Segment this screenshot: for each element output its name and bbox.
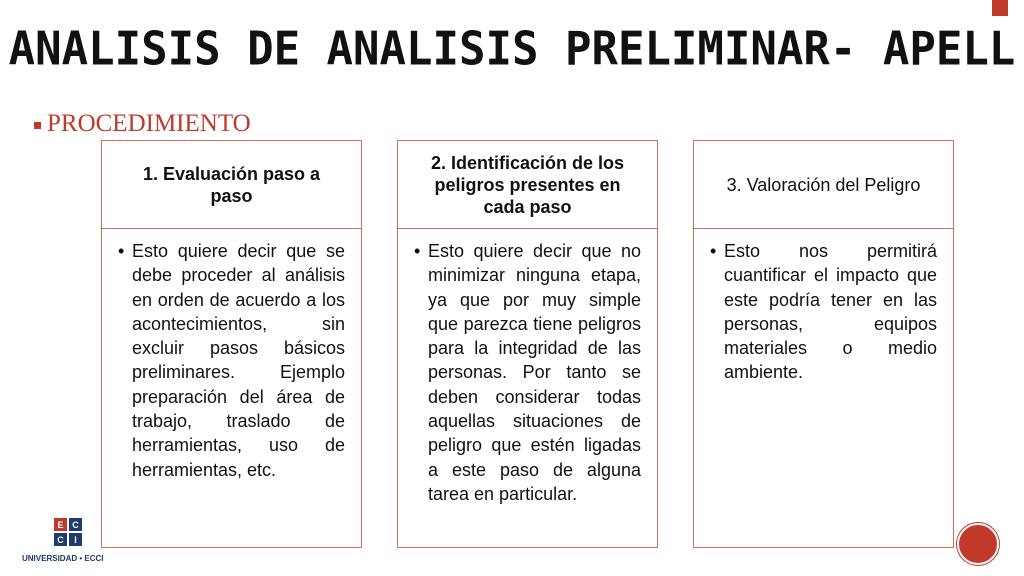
accent-square [992, 0, 1008, 16]
step-card-heading: 2. Identificación de los peligros presentes en cada paso [398, 141, 657, 229]
step-card-text: Esto quiere decir que no minimizar ninguna etapa, ya que por muy simple que parezca tiene peligros para la integridad de las personas. Por tanto se deben considerar todas aquellas situaciones de peligro que estén ligadas a este paso de alguna tarea en particular. [428, 241, 641, 504]
logo-letter: I [69, 533, 82, 546]
step-card-body [398, 229, 657, 506]
step-card-2 [397, 140, 658, 548]
logo-text: UNIVERSIDAD • ECCI [22, 554, 104, 563]
step-card-3 [693, 140, 954, 548]
university-logo [22, 518, 114, 568]
bullet-square-icon [34, 122, 41, 129]
step-card-text: Esto nos permitirá cuantificar el impacto que este podría tener en las personas, equipos materiales o medio ambiente. [724, 241, 937, 383]
slide-title: ANALISIS DE ANALISIS PRELIMINAR- APELL [8, 22, 1016, 77]
step-card-1 [101, 140, 362, 548]
bullet-icon: • [414, 241, 421, 261]
logo-letter: C [54, 533, 67, 546]
step-card-text: Esto quiere decir que se debe proceder al análisis en orden de acuerdo a los acontecimientos, sin excluir pasos básicos preliminares. Ejemplo preparación del área de trabajo, traslado de herramientas, uso de herramientas, etc. [132, 241, 345, 480]
section-subtitle [34, 110, 251, 138]
logo-letter: E [54, 518, 67, 531]
logo-grid-icon [54, 518, 82, 546]
step-card-heading: 1. Evaluación paso a paso [102, 141, 361, 229]
step-card-heading: 3. Valoración del Peligro [694, 141, 953, 229]
bullet-icon: • [710, 241, 717, 261]
step-card-body [694, 229, 953, 385]
page-number-badge [957, 523, 999, 565]
logo-letter: C [69, 518, 82, 531]
subtitle-text: PROCEDIMIENTO [47, 110, 251, 137]
step-card-body [102, 229, 361, 482]
bullet-icon: • [118, 241, 125, 261]
